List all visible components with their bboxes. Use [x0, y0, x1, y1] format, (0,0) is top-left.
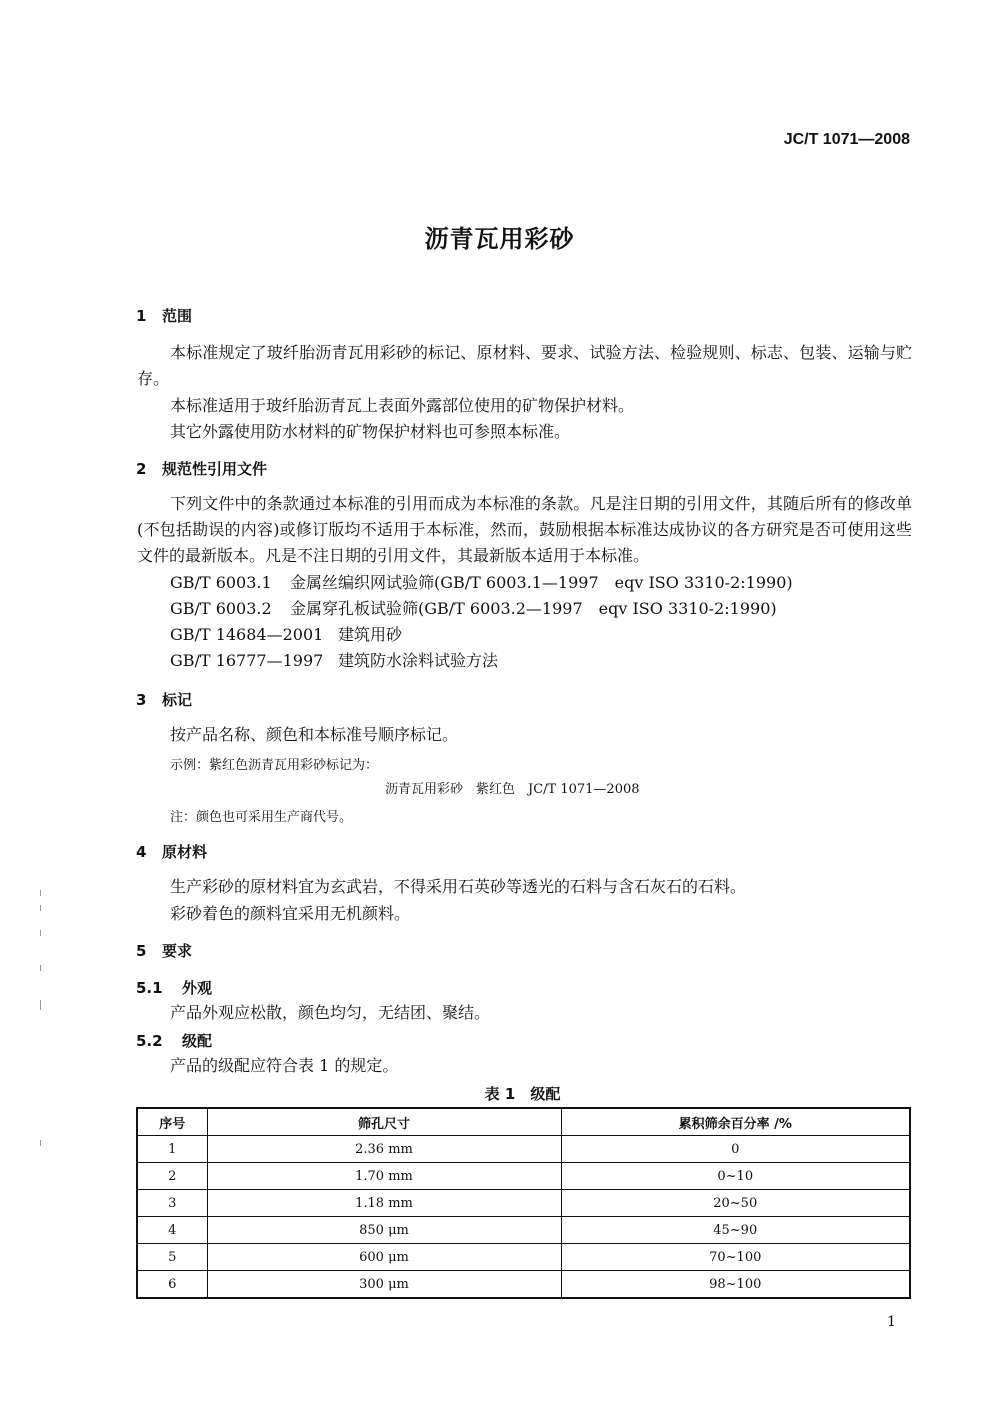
reference-code: GB/T 6003.2 — [170, 599, 272, 618]
table-cell: 1.18 mm — [207, 1190, 561, 1217]
sec4-paragraph-2: 彩砂着色的颜料宜采用无机颜料。 — [170, 904, 411, 923]
table-cell: 1 — [137, 1136, 207, 1163]
example-label: 示例：紫红色沥青瓦用彩砂标记为： — [170, 758, 379, 773]
table-row — [137, 1190, 910, 1217]
section-3-heading — [136, 689, 192, 710]
section-2-heading — [136, 458, 267, 479]
table-row — [137, 1217, 910, 1244]
section-1-heading — [136, 305, 192, 326]
subsection-5-1-heading — [136, 977, 212, 998]
table-cell: 70~100 — [561, 1244, 910, 1271]
reference-code: GB/T 6003.1 — [170, 573, 272, 592]
example-marking: 沥青瓦用彩砂 紫红色 JC/T 1071—2008 — [385, 782, 640, 797]
table-row — [137, 1163, 910, 1190]
subsection-number: 5.1 — [136, 979, 163, 997]
table-cell: 600 μm — [207, 1244, 561, 1271]
sec1-paragraph-2: 本标准适用于玻纤胎沥青瓦上表面外露部位使用的矿物保护材料。 — [170, 396, 635, 415]
reference-item — [170, 570, 793, 596]
reference-item — [170, 648, 498, 674]
margin-mark — [40, 1000, 41, 1010]
reference-name: 金属穿孔板试验筛(GB/T 6003.2—1997 eqv ISO 3310-2:1990) — [290, 599, 777, 618]
table-cell: 4 — [137, 1217, 207, 1244]
section-title: 要求 — [162, 942, 193, 960]
table-cell: 2 — [137, 1163, 207, 1190]
subsection-number: 5.2 — [136, 1032, 163, 1050]
table-row — [137, 1244, 910, 1271]
document-title: 沥青瓦用彩砂 — [424, 225, 575, 253]
table-cell: 3 — [137, 1190, 207, 1217]
sec1-paragraph-1: 本标准规定了玻纤胎沥青瓦用彩砂的标记、原材料、要求、试验方法、检验规则、标志、包装、运输与贮存。 — [137, 343, 912, 388]
sec3-paragraph-1: 按产品名称、颜色和本标准号顺序标记。 — [170, 725, 459, 744]
table-caption: 表 1 级配 — [484, 1085, 561, 1103]
sec5-1-paragraph: 产品外观应松散，颜色均匀，无结团、聚结。 — [170, 1003, 491, 1022]
sec2-intro: 下列文件中的条款通过本标准的引用而成为本标准的条款。凡是注日期的引用文件，其随后所有的修改单(不包括勘误的内容)或修订版均不适用于本标准，然而，鼓励根据本标准达成协议的各方研究是否可使用这些文件的最新版本。凡是不注日期的引用文件，其最新版本适用于本标准。 — [137, 494, 912, 565]
section-number: 2 — [136, 460, 147, 478]
page-number: 1 — [887, 1314, 896, 1330]
table-cell: 98~100 — [561, 1271, 910, 1299]
table-header-row — [137, 1108, 910, 1136]
table-cell: 1.70 mm — [207, 1163, 561, 1190]
reference-code: GB/T 16777—1997 — [170, 651, 324, 670]
margin-mark — [40, 1140, 41, 1146]
table-cell: 850 μm — [207, 1217, 561, 1244]
header-cell-sieve: 筛孔尺寸 — [207, 1108, 561, 1136]
section-4-heading — [136, 841, 207, 862]
section-number: 5 — [136, 942, 147, 960]
table-cell: 5 — [137, 1244, 207, 1271]
subsection-title: 级配 — [182, 1032, 213, 1050]
standard-number: JC/T 1071—2008 — [783, 131, 910, 148]
reference-name: 建筑用砂 — [338, 625, 403, 644]
reference-name: 建筑防水涂料试验方法 — [338, 651, 499, 670]
table-cell: 2.36 mm — [207, 1136, 561, 1163]
table-cell: 20~50 — [561, 1190, 910, 1217]
subsection-5-2-heading — [136, 1030, 212, 1051]
table-cell: 300 μm — [207, 1271, 561, 1299]
section-title: 范围 — [162, 307, 193, 325]
section-title: 原材料 — [162, 843, 208, 861]
table-row — [137, 1271, 910, 1299]
table-row — [137, 1136, 910, 1163]
reference-code: GB/T 14684—2001 — [170, 625, 324, 644]
header-cell-index: 序号 — [137, 1108, 207, 1136]
header-cell-residue: 累积筛余百分率 /% — [561, 1108, 910, 1136]
sec1-paragraph-3: 其它外露使用防水材料的矿物保护材料也可参照本标准。 — [170, 422, 571, 441]
section-title: 标记 — [162, 691, 193, 709]
section-title: 规范性引用文件 — [162, 460, 268, 478]
margin-mark — [40, 965, 41, 971]
reference-name: 金属丝编织网试验筛(GB/T 6003.1—1997 eqv ISO 3310-2:1990) — [290, 573, 793, 592]
margin-mark — [40, 930, 41, 936]
section-5-heading — [136, 940, 192, 961]
margin-mark — [40, 890, 41, 896]
section-number: 3 — [136, 691, 147, 709]
reference-item — [170, 596, 777, 622]
table-cell: 0~10 — [561, 1163, 910, 1190]
margin-mark — [40, 905, 41, 911]
note: 注：颜色也可采用生产商代号。 — [170, 810, 353, 825]
subsection-title: 外观 — [182, 979, 213, 997]
table-cell: 6 — [137, 1271, 207, 1299]
section-number: 4 — [136, 843, 147, 861]
sec4-paragraph-1: 生产彩砂的原材料宜为玄武岩，不得采用石英砂等透光的石料与含石灰石的石料。 — [170, 877, 747, 896]
reference-item — [170, 622, 402, 648]
grading-table — [136, 1107, 911, 1299]
sec5-2-paragraph: 产品的级配应符合表 1 的规定。 — [170, 1056, 399, 1075]
table-cell: 0 — [561, 1136, 910, 1163]
section-number: 1 — [136, 307, 147, 325]
table-cell: 45~90 — [561, 1217, 910, 1244]
